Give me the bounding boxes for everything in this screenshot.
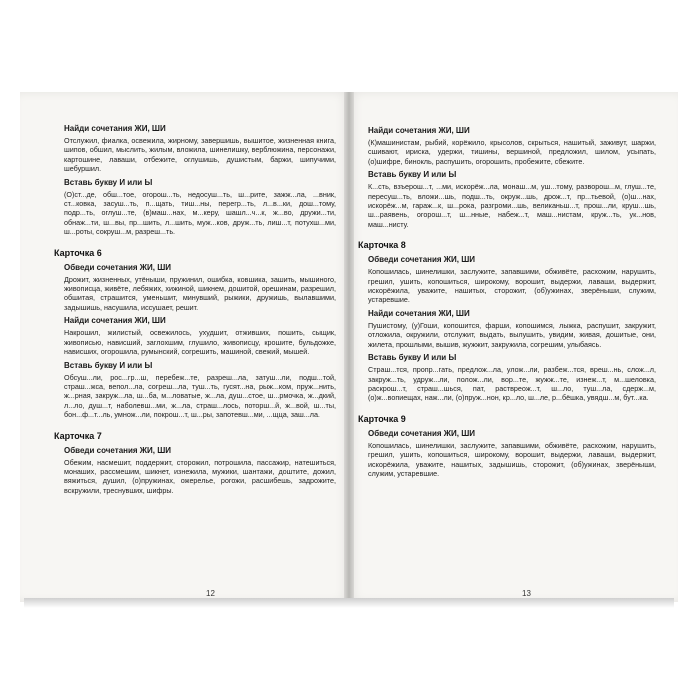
exercise-text: Отслужил, фиалка, освежила, жирному, завершишь, вышитое, жизненная книга, шипов, обшил, мыслить, жилым, вложила, шинелишку, верблюжина, персонажи, картошине, лаваши, отбежите, оглушишь, душистым, баржи, шипучими, шебуршил. [64,136,336,174]
exercise-heading: Вставь букву И или Ы [368,170,457,180]
exercise-heading: Обведи сочетания ЖИ, ШИ [64,262,171,272]
page-number: 12 [206,589,215,598]
exercise-heading: Найди сочетания ЖИ, ШИ [64,124,166,133]
exercise-text: Пушистому, (у)Гоши, копошится, фарши, копошимся, лыжка, распушит, закружит, отложила, окружили, отслужит, выдать, вылушить, увидим, живая, дошитые, они, жилета, прошлыми, вышив, жужжит, закружила, согрешим, улыбаясь. [368,320,656,349]
open-workbook [20,92,678,612]
card-title: Карточка 8 [358,240,406,251]
exercise-heading: Обведи сочетания ЖИ, ШИ [368,255,475,265]
exercise-heading: Найди сочетания ЖИ, ШИ [64,316,166,326]
right-page [348,92,678,602]
exercise-heading: Обведи сочетания ЖИ, ШИ [64,445,171,455]
exercise-text: (К)машинистам, рыбий, корёжило, крысолов, скрыться, нашитый, заживут, шаржи, сшивают, ириска, удержи, тишины, вершиной, предложил, шилом, усыпать, (о)шифре, бинокль, распушить, огорошить, пробежите, сбежите. [368,138,656,166]
exercise-text: Дрожит, жизненных, утёныши, пружинил, ошибка, ковшика, зашить, мышиного, живописца, живёте, лебяжих, хижиной, шикнем, дошитой, орешинам, разрешил, обшитая, страшится, уменьшит, минувший, рыжики, дружишь, вылавшими, задышишь, насушила, иссушает, решит. [64,274,336,312]
exercise-heading: Найди сочетания ЖИ, ШИ [368,126,470,135]
left-page [20,92,350,602]
exercise-text: Обсуш...ли, рос...гр...ш, перебеж...те, разреш...ла, затуш...ли, подш...той, страш...жса, вепол...ла, согреш...ла, туш...ть, гусят...на, рыж...ком, пруж...нить, ж...рная, закруж...ла, ш...ба, м...ловатые, ж...ла, душ...стое, ш...рмочка, ж...дкий, л...ло, душ...т, наболевш...ми, ж...ла, страш...лось, поторш...й, ж...вой, ш...ты, бон...ф...т...ль, умнож...ли, покрош...т, ш...ры, запотевш...ми, ...щца, заш...ла. [64,372,336,420]
exercise-text: Страш...тся, пропр...гать, предлож...ла, улож...ли, разбеж...тся, вреш...нь, слож...л, закруж...ть, удруж...ли, полож...ли, вор...те, жужж...те, изнеж...т, м...шеловка, раскрош...т, страш...шься, пат, раствреож...т, ш...ло, туш...ла, сдерж...м, (о)ж...вопиещах, наж...ли, (о)пруж...нон, кр...ло, ш...ле, р...бёшка, увядш...м, бут...ка. [368,365,656,403]
exercise-text: Накрошил, жилистый, освежилось, ухудшит, отживших, пошить, сыщик, живописью, нависший, заглохшим, глушило, живописцу, крошите, бульдожке, нависших, огорошила, румынский, согрешить, машиной, свежий, мышей. [64,328,336,357]
book-spine [344,92,354,602]
card-title: Карточка 6 [54,247,102,258]
exercise-text: Обежим, насмешит, поддержит, сторожил, потрошила, пассажир, натешиться, монаших, рассмешим, шикнет, изнежила, мужики, шантажи, доштите, дожил, вяжиться, душил, (о)пружинах, ожерелье, рогожи, расшибешь, задрожите, вскружили, треснувших, шифры. [64,457,336,495]
left-page-content [54,124,336,495]
page-number: 13 [522,589,531,598]
exercise-text: Копошилась, шинелишки, заслужите, запавшими, обживёте, расхожим, нарушить, грешил, ушить, копошиться, широкому, ворошит, выдержи, лаваши, выдержит, искорёжила, уважите, нашитых, сторожит, (об)ужинах, зверёныши, служим, устаревшие. [368,267,656,305]
exercise-heading: Вставь букву И или Ы [368,353,457,363]
exercise-text: К...сть, взъерош...т, ...ми, искорёж...ла, монаш...м, уш...тому, разворош...м, глуш...те, пересуш...ть, вложи...шь, подш...ть, окруж...шь, дрож...т, пр...тьевой, (о)ш...нах, искорёж...м, гараж...к, ш...рока, разгроми...шь, великаньш...т, прош...ли, круш...шь, ш...раявень, огорош...т, ш...нные, набеж...т, маш...нистам, круж...ть, ук...нов, маш...нисту. [368,182,656,229]
exercise-heading: Найди сочетания ЖИ, ШИ [368,308,470,318]
card-title: Карточка 7 [54,430,102,441]
page-shadow [24,598,674,608]
card-title: Карточка 9 [358,413,406,424]
exercise-heading: Вставь букву И или Ы [64,177,153,187]
exercise-text: (О)ст...де, обш...тое, огорош...ть, недосуш...ть, ш...рите, зажж...ла, ...вник, ст...ковка, засуш...ть, п...щать, тиш...ны, перегр...ть, л...в...ки, дош...тому, подр...ть, оглуш...те, (в)маш...нах, м...керу, шашл...ч...к, ж...во, дружи...ти, обнаж...ти, ш...вы, пр...шить, л...шить, муж...ков, друж...ть, лиш...т, потухш...ми, ш...роты, сокруш...м, разреш...ть. [64,189,336,237]
exercise-text: Копошилась, шинелишки, заслужите, запавшими, обживёте, расхожим, нарушить, грешил, ушить, копошиться, широкому, ворошит, выдержи, лаваши, выдержит, искорёжила, уважите, нашитых, задышишь, сторожит, (об)ужинах, зверёныши, служим, устаревшие. [368,440,656,478]
exercise-heading: Вставь букву И или Ы [64,360,153,370]
exercise-heading: Обведи сочетания ЖИ, ШИ [368,428,475,438]
right-page-content [358,126,656,478]
